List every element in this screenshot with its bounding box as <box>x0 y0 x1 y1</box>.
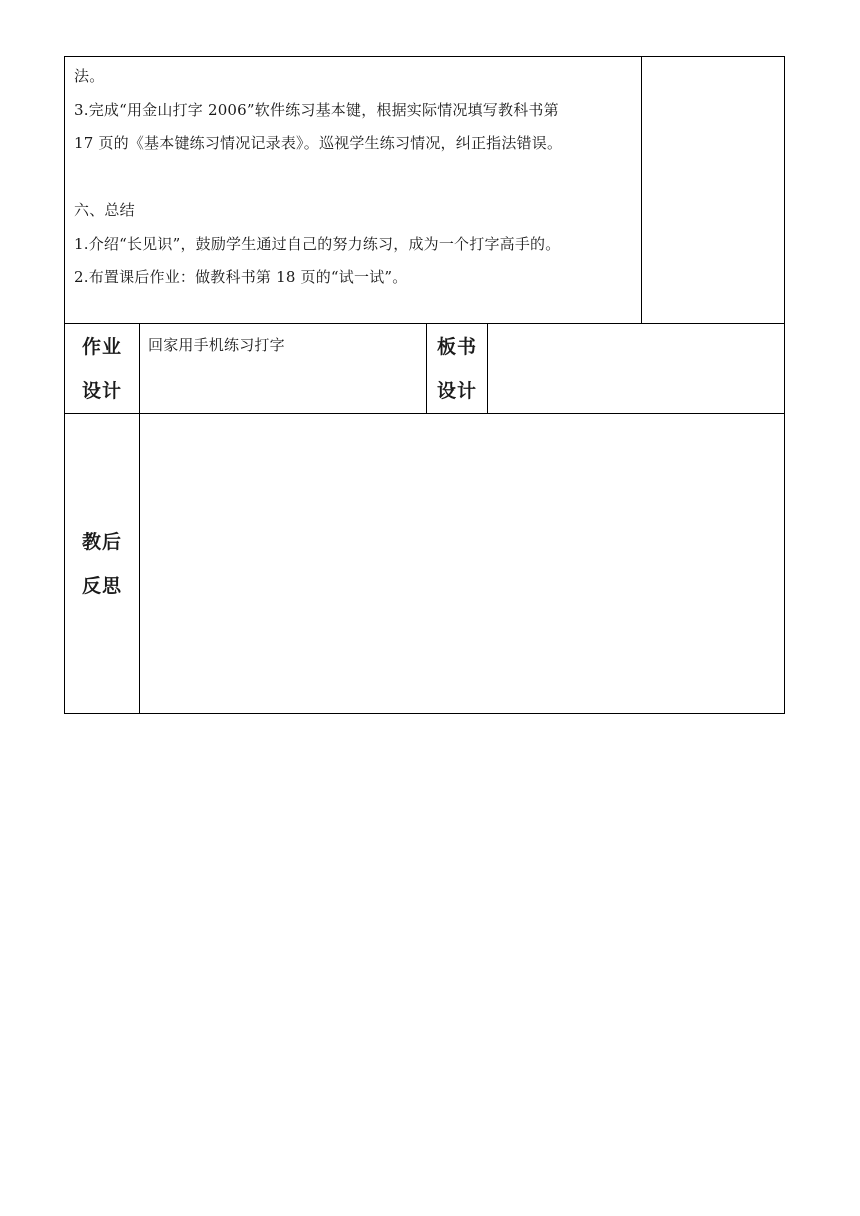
reflection-label-line1: 教后 <box>82 531 123 553</box>
table-border-right <box>784 56 785 714</box>
table-border-top <box>64 56 785 57</box>
table-col-divider-label <box>139 323 140 714</box>
homework-content: 回家用手机练习打字 <box>148 336 285 354</box>
table-border-left <box>64 56 65 714</box>
homework-label-line1: 作业 <box>82 336 123 358</box>
procedure-line: 17 页的《基本键练习情况记录表》。巡视学生练习情况，纠正指法错误。 <box>74 134 563 152</box>
board-label-line2: 设计 <box>437 380 478 402</box>
procedure-line: 3.完成“用金山打字 2006”软件练习基本键，根据实际情况填写教科书第 <box>74 101 559 119</box>
homework-label-line2: 设计 <box>82 380 123 402</box>
reflection-label-line2: 反思 <box>82 575 123 597</box>
procedure-line: 1.介绍“长见识”，鼓励学生通过自己的努力练习，成为一个打字高手的。 <box>74 235 561 253</box>
procedure-section-heading: 六、总结 <box>74 201 135 219</box>
procedure-line: 法。 <box>74 67 105 85</box>
table-row-divider-2 <box>64 413 785 414</box>
procedure-line: 2.布置课后作业：做教科书第 18 页的“试一试”。 <box>74 268 408 286</box>
table-col-divider-notes <box>641 56 642 324</box>
table-border-bottom <box>64 713 785 714</box>
board-label-line1: 板书 <box>437 336 478 358</box>
table-col-divider-board-right <box>487 323 488 414</box>
table-row-divider-1 <box>64 323 785 324</box>
table-col-divider-board-left <box>426 323 427 414</box>
